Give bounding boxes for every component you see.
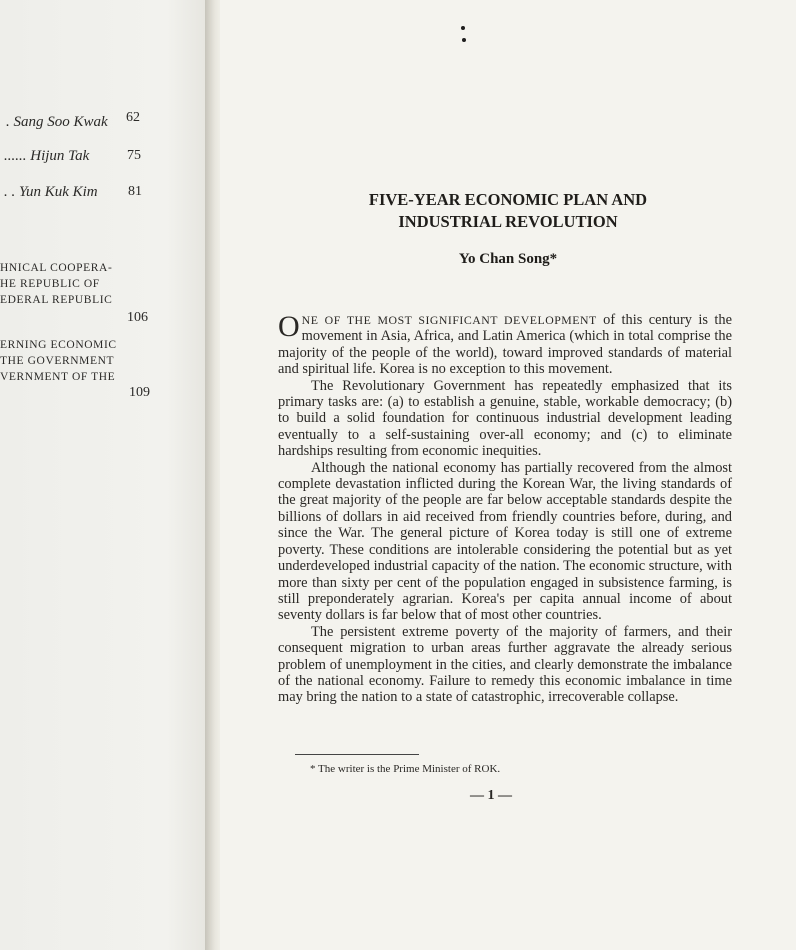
page-number: — 1 — xyxy=(470,788,512,803)
toc-entry-kim: . . Yun Kuk Kim xyxy=(4,184,98,200)
article-title-line1: FIVE-YEAR ECONOMIC PLAN AND xyxy=(368,190,648,209)
toc-item-109-line3: VERNMENT OF THE xyxy=(0,371,116,383)
toc-page-75: 75 xyxy=(127,148,141,163)
paragraph-1-lead: NE OF THE MOST SIGNIFICANT DEVELOPMENT xyxy=(301,313,597,327)
footnote: * The writer is the Prime Minister of ROK. xyxy=(310,763,501,775)
article-title-line2: INDUSTRIAL REVOLUTION xyxy=(398,212,618,231)
paragraph-2: The Revolutionary Government has repeatedly emphasized that its primary tasks are: (a) to establish a genuine, stable, workable democracy; (b) to build a solid foundation for continuous industrial development leading eventually to a self-sustaining over-all economy; and (c) to eliminate hardships resulting from economic inequities. xyxy=(278,377,732,460)
left-page xyxy=(0,0,208,950)
paragraph-4: The persistent extreme poverty of the majority of farmers, and their consequent migration to urban areas further aggravate the already serious problem of unemployment in the cities, and clearly demonstrate the imbalance of the national economy. Failure to remedy this economic imbalance in time may bring the nation to a state of catastrophic, irrecoverable collapse. xyxy=(278,623,732,706)
toc-page-109: 109 xyxy=(129,385,150,400)
toc-page-62: 62 xyxy=(126,110,140,125)
toc-item-106-line1: HNICAL COOPERA- xyxy=(0,262,113,274)
ornament-dot-top xyxy=(461,26,465,30)
paragraph-1 xyxy=(278,312,732,378)
toc-entry-tak: ...... Hijun Tak xyxy=(4,148,90,164)
right-page xyxy=(220,0,796,950)
toc-item-106-line3: EDERAL REPUBLIC xyxy=(0,294,113,306)
toc-page-106: 106 xyxy=(127,310,148,325)
toc-item-109-line2: THE GOVERNMENT xyxy=(0,355,115,367)
article-author: Yo Chan Song* xyxy=(458,251,558,267)
toc-page-81: 81 xyxy=(128,184,142,199)
paragraph-1-text: of this century is the movement in Asia, Africa, and Latin America (which in total comprise the majority of the people of the world), toward improved standards of material and spiritual life. Korea is no exception to this movement. xyxy=(278,312,732,378)
ornament-dot-bottom xyxy=(462,38,466,42)
toc-item-109-line1: ERNING ECONOMIC xyxy=(0,339,117,351)
toc-entry-kwak: . Sang Soo Kwak xyxy=(6,114,108,130)
drop-cap: O xyxy=(278,310,300,343)
footnote-rule xyxy=(295,754,419,755)
article-body xyxy=(278,312,732,706)
toc-item-106-line2: HE REPUBLIC OF xyxy=(0,278,100,290)
paragraph-3: Although the national economy has partially recovered from the almost complete devastation inflicted during the Korean War, the living standards of the great majority of the people are far below acceptable standards despite the billions of dollars in aid received from friendly countries before, during, and since the War. The general picture of Korea today is still one of extreme poverty. These conditions are intolerable considering the potential but as yet underdeveloped industrial capacity of the nation. The economic structure, with more than sixty per cent of the population engaged in subsistence farming, is still preponderately agrarian. Korea's per capita annual income of about seventy dollars is far below that of most other countries. xyxy=(278,459,732,624)
